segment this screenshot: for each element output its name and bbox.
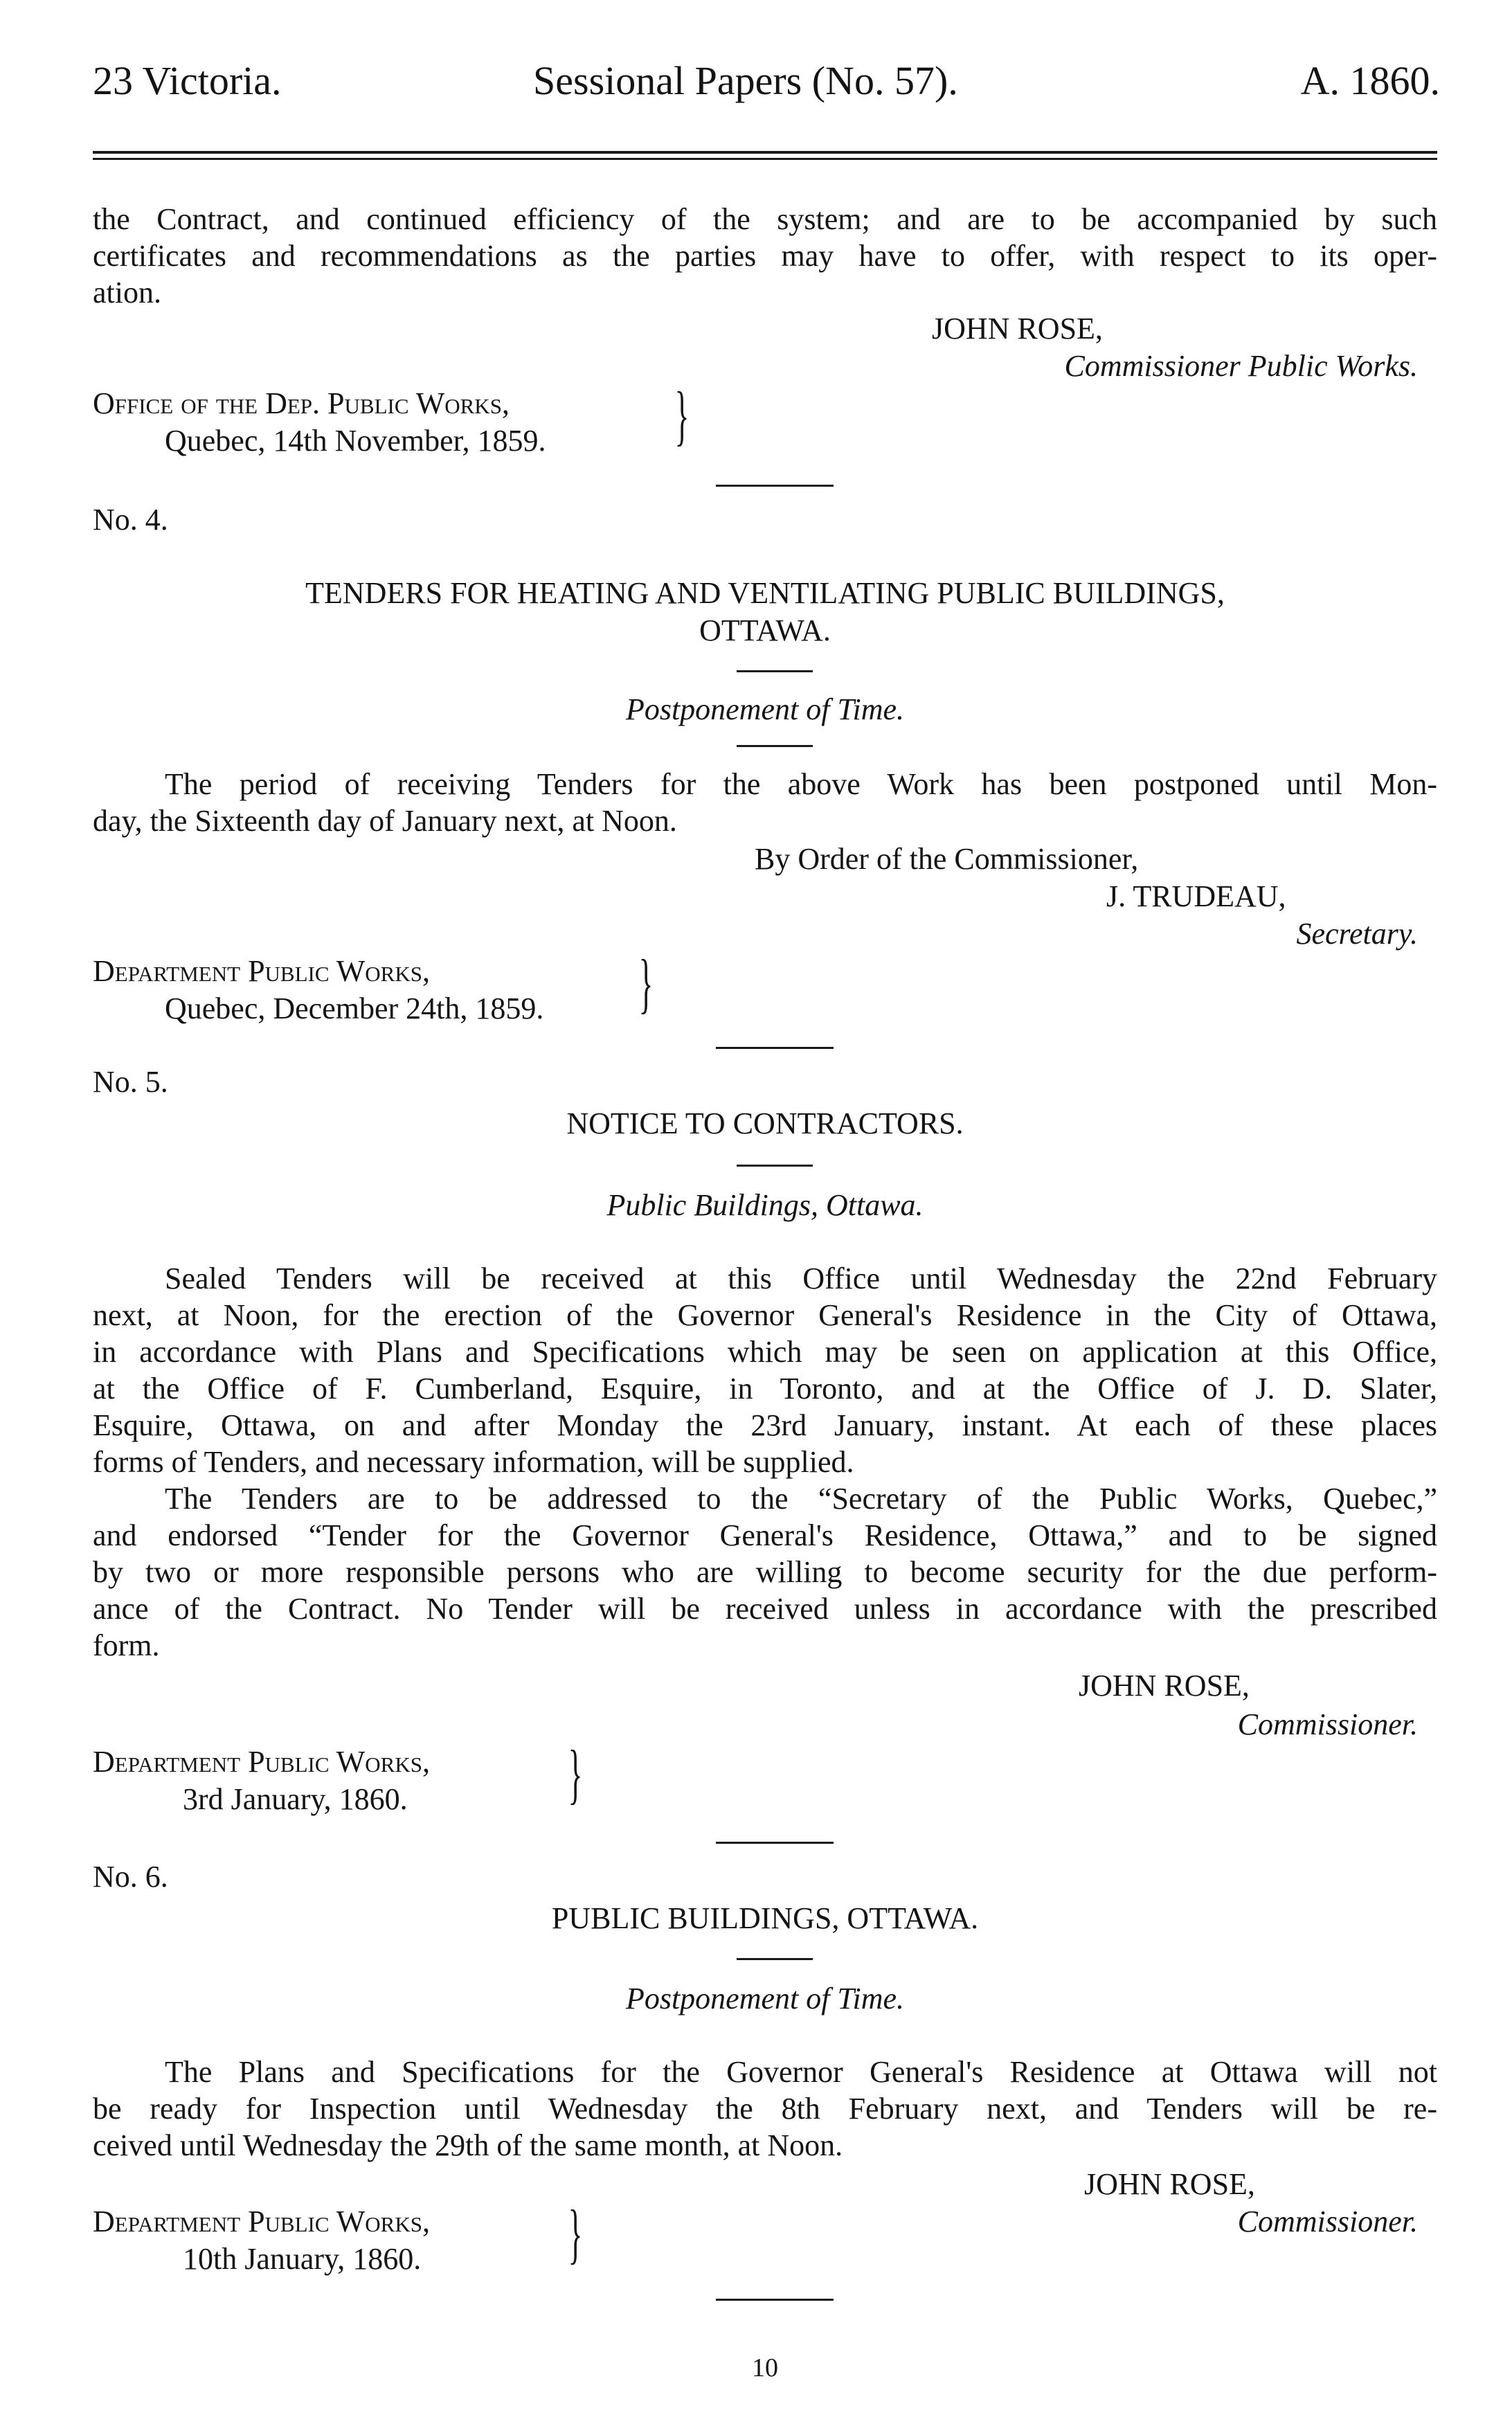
section-6-line: be ready for Inspection until Wednesday the 8th February next, and Tenders will be re- [93,2092,1437,2126]
section-6-subtitle: Postponement of Time. [625,1982,905,2016]
intro-office-line2: Quebec, 14th November, 1859. [165,424,546,458]
section-5-signature-title: Commissioner. [1237,1707,1418,1741]
intro-signature-name: JOHN ROSE, [932,312,1103,345]
section-4-subtitle: Postponement of Time. [625,692,905,726]
section-4-title-line1: TENDERS FOR HEATING AND VENTILATING PUBLIC BUILDINGS, [305,576,1225,610]
section-6-signature-name: JOHN ROSE, [1084,2167,1255,2201]
section-5-title: NOTICE TO CONTRACTORS. [566,1106,964,1140]
section-6-line: ceived until Wednesday the 29th of the same month, at Noon. [93,2128,843,2162]
intro-office-line1: Office of the Dep. Public Works, [93,386,510,420]
section-4-signature-name: J. TRUDEAU, [1106,879,1286,913]
section-6-office-line1: Department Public Works, [93,2205,430,2238]
section-divider [716,485,834,487]
section-4-order-line: By Order of the Commissioner, [755,842,1139,876]
title-divider [737,1165,813,1167]
section-5-line: Esquire, Ottawa, on and after Monday the 23rd January, instant. At each of these places [93,1408,1437,1442]
section-divider [716,1842,834,1844]
section-number-5: No. 5. [93,1065,168,1099]
section-5-line: next, at Noon, for the erection of the Governor General's Residence in the City of Ottawa, [93,1298,1437,1332]
section-5-line: by two or more responsible persons who are willing to become security for the due perform- [93,1555,1437,1589]
office-brace: } [568,1736,583,1811]
header-year: A. 1860. [1300,58,1440,103]
section-5-line: form. [93,1628,160,1662]
intro-paragraph [93,201,1437,311]
office-brace: } [674,378,690,452]
header-rule-bottom [93,158,1437,160]
section-6-line: The Plans and Specifications for the Governor General's Residence at Ottawa will not [165,2055,1437,2089]
section-5-signature-name: JOHN ROSE, [1079,1669,1250,1703]
intro-signature-title: Commissioner Public Works. [1064,349,1418,383]
office-brace: } [638,946,654,1020]
section-5-line: in accordance with Plans and Specifications which may be seen on application at this Office, [93,1335,1437,1369]
section-5-line: ance of the Contract. No Tender will be received unless in accordance with the prescribed [93,1592,1437,1626]
section-4-paragraph [93,766,1437,839]
section-5-office-line1: Department Public Works, [93,1745,430,1779]
section-5-subtitle: Public Buildings, Ottawa. [606,1188,924,1222]
header-title: Sessional Papers (No. 57). [533,58,958,103]
section-divider [716,2299,834,2301]
section-5-line: forms of Tenders, and necessary information, will be supplied. [93,1445,854,1479]
section-6-paragraph [93,2054,1437,2164]
subtitle-divider [737,745,813,747]
section-5-office-line2: 3rd January, 1860. [183,1782,408,1816]
section-6-signature-title: Commissioner. [1237,2205,1418,2238]
section-5-line: Sealed Tenders will be received at this Office until Wednesday the 22nd February [165,1262,1437,1295]
title-divider [737,670,813,672]
section-6-title: PUBLIC BUILDINGS, OTTAWA. [551,1901,979,1935]
intro-line: ation. [93,276,161,309]
section-5-line: The Tenders are to be addressed to the “Secretary of the Public Works, Quebec,” [165,1482,1437,1516]
section-5-paragraph [93,1260,1437,1664]
section-4-title-line2: OTTAWA. [699,613,831,647]
section-4-office-line1: Department Public Works, [93,954,430,988]
section-number-6: No. 6. [93,1860,168,1894]
intro-line: the Contract, and continued efficiency of the system; and are to be accompanied by such [93,202,1437,236]
section-6-office-line2: 10th January, 1860. [183,2242,422,2276]
section-4-line: The period of receiving Tenders for the above Work has been postponed until Mon- [165,767,1437,801]
page-number: 10 [752,2353,778,2382]
section-5-line: and endorsed “Tender for the Governor General's Residence, Ottawa,” and to be signed [93,1518,1437,1552]
header-rule-top [93,151,1437,154]
header-volume: 23 Victoria. [93,58,282,103]
section-4-signature-title: Secretary. [1296,917,1418,951]
section-divider [716,1047,834,1049]
intro-line: certificates and recommendations as the parties may have to offer, with respect to its oper- [93,239,1437,273]
section-5-line: at the Office of F. Cumberland, Esquire, in Toronto, and at the Office of J. D. Slater, [93,1372,1437,1406]
office-brace: } [568,2196,583,2270]
section-4-line: day, the Sixteenth day of January next, at Noon. [93,804,677,838]
section-4-office-line2: Quebec, December 24th, 1859. [165,991,544,1025]
section-number-4: No. 4. [93,503,168,537]
title-divider [737,1958,813,1960]
